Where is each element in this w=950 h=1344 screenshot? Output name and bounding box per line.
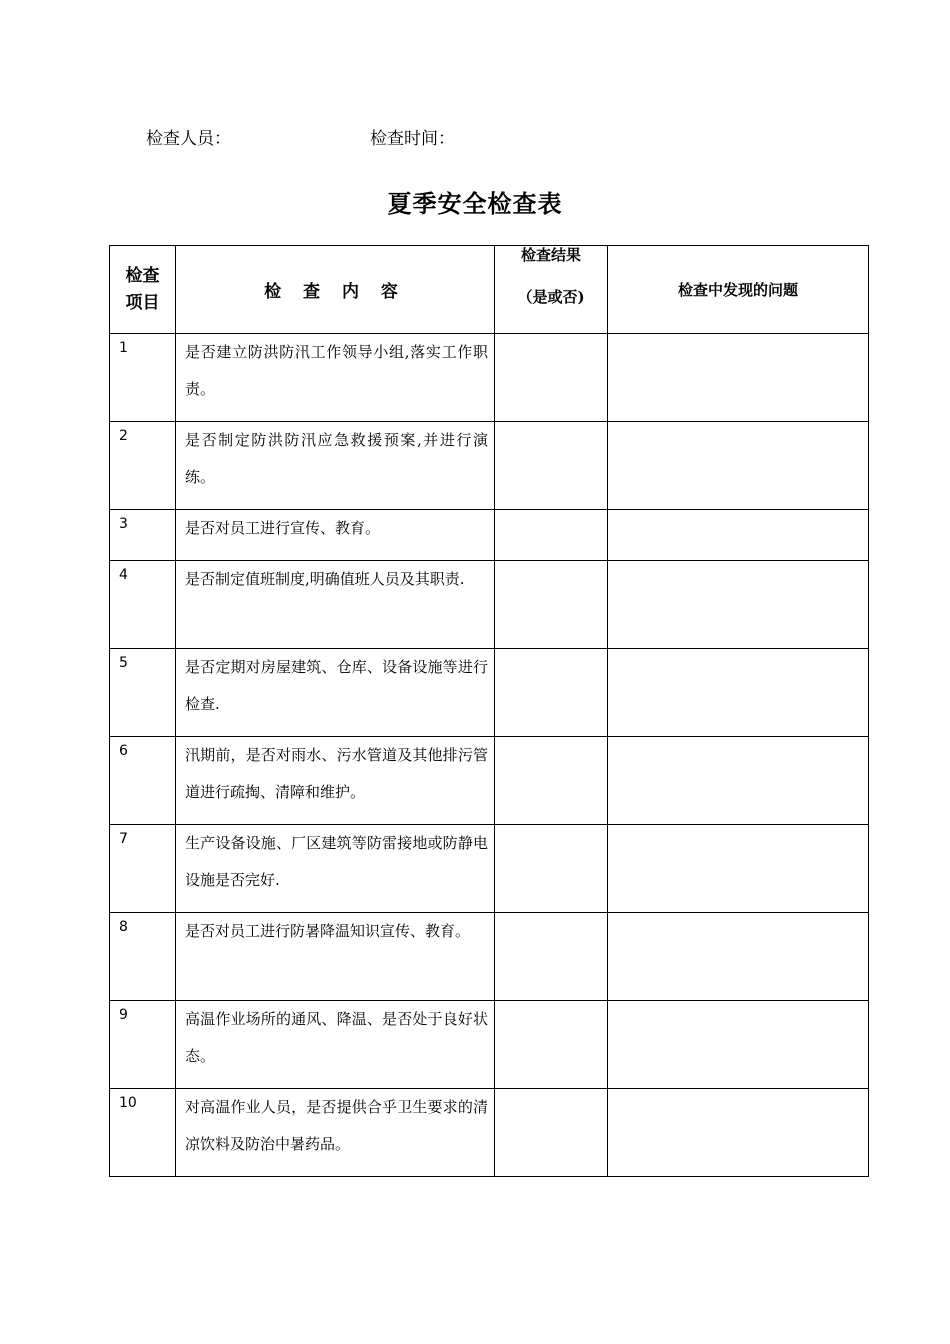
table-row [110, 737, 869, 825]
table-row [110, 510, 869, 561]
result-cell[interactable] [495, 825, 608, 913]
row-number: 9 [110, 1001, 176, 1089]
table-row [110, 825, 869, 913]
column-header-item-line1: 检查 [125, 265, 160, 286]
table-body [110, 334, 869, 1177]
inspector-label: 检查人员： [146, 129, 231, 149]
row-number: 2 [110, 422, 176, 510]
column-header-result-line2: （是或否) [517, 288, 585, 306]
row-content: 是否对员工进行宣传、教育。 [176, 510, 495, 561]
row-content: 对高温作业人员，是否提供合乎卫生要求的清凉饮料及防治中暑药品。 [176, 1089, 495, 1177]
table-row [110, 561, 869, 649]
inspection-table [109, 245, 869, 1177]
row-number: 6 [110, 737, 176, 825]
row-number: 5 [110, 649, 176, 737]
column-header-item-line2: 项目 [125, 292, 160, 313]
table-header-row [110, 246, 869, 334]
issues-cell[interactable] [608, 649, 869, 737]
table-row [110, 334, 869, 422]
column-header-issues: 检查中发现的问题 [608, 246, 869, 334]
issues-cell[interactable] [608, 825, 869, 913]
row-content: 汛期前，是否对雨水、污水管道及其他排污管道进行疏掏、清障和维护。 [176, 737, 495, 825]
result-cell[interactable] [495, 561, 608, 649]
row-number: 10 [110, 1089, 176, 1177]
row-content: 是否定期对房屋建筑、仓库、设备设施等进行检查. [176, 649, 495, 737]
issues-cell[interactable] [608, 561, 869, 649]
page-title: 夏季安全检查表 [387, 189, 563, 218]
result-cell[interactable] [495, 649, 608, 737]
row-number: 1 [110, 334, 176, 422]
row-content: 是否建立防洪防汛工作领导小组,落实工作职责。 [176, 334, 495, 422]
issues-cell[interactable] [608, 510, 869, 561]
column-header-content-label: 检 查 内 容 [264, 282, 406, 302]
table-row [110, 1089, 869, 1177]
column-header-item [110, 246, 176, 334]
table-row [110, 649, 869, 737]
row-content: 生产设备设施、厂区建筑等防雷接地或防静电设施是否完好. [176, 825, 495, 913]
issues-cell[interactable] [608, 1089, 869, 1177]
row-number: 3 [110, 510, 176, 561]
issues-cell[interactable] [608, 737, 869, 825]
issues-cell[interactable] [608, 913, 869, 1001]
table-row [110, 1001, 869, 1089]
result-cell[interactable] [495, 422, 608, 510]
row-content: 是否对员工进行防暑降温知识宣传、教育。 [176, 913, 495, 1001]
table-row [110, 422, 869, 510]
issues-cell[interactable] [608, 334, 869, 422]
result-cell[interactable] [495, 334, 608, 422]
result-cell[interactable] [495, 737, 608, 825]
column-header-content [176, 246, 495, 334]
row-content: 高温作业场所的通风、降温、是否处于良好状态。 [176, 1001, 495, 1089]
row-number: 7 [110, 825, 176, 913]
row-content: 是否制定防洪防汛应急救援预案,并进行演练。 [176, 422, 495, 510]
result-cell[interactable] [495, 510, 608, 561]
result-cell[interactable] [495, 1001, 608, 1089]
issues-cell[interactable] [608, 1001, 869, 1089]
table-row [110, 913, 869, 1001]
row-number: 8 [110, 913, 176, 1001]
row-content: 是否制定值班制度,明确值班人员及其职责. [176, 561, 495, 649]
issues-cell[interactable] [608, 422, 869, 510]
inspection-time-label: 检查时间： [370, 129, 455, 149]
column-header-result-line1: 检查结果 [520, 246, 581, 264]
column-header-result [495, 246, 608, 334]
result-cell[interactable] [495, 913, 608, 1001]
result-cell[interactable] [495, 1089, 608, 1177]
row-number: 4 [110, 561, 176, 649]
